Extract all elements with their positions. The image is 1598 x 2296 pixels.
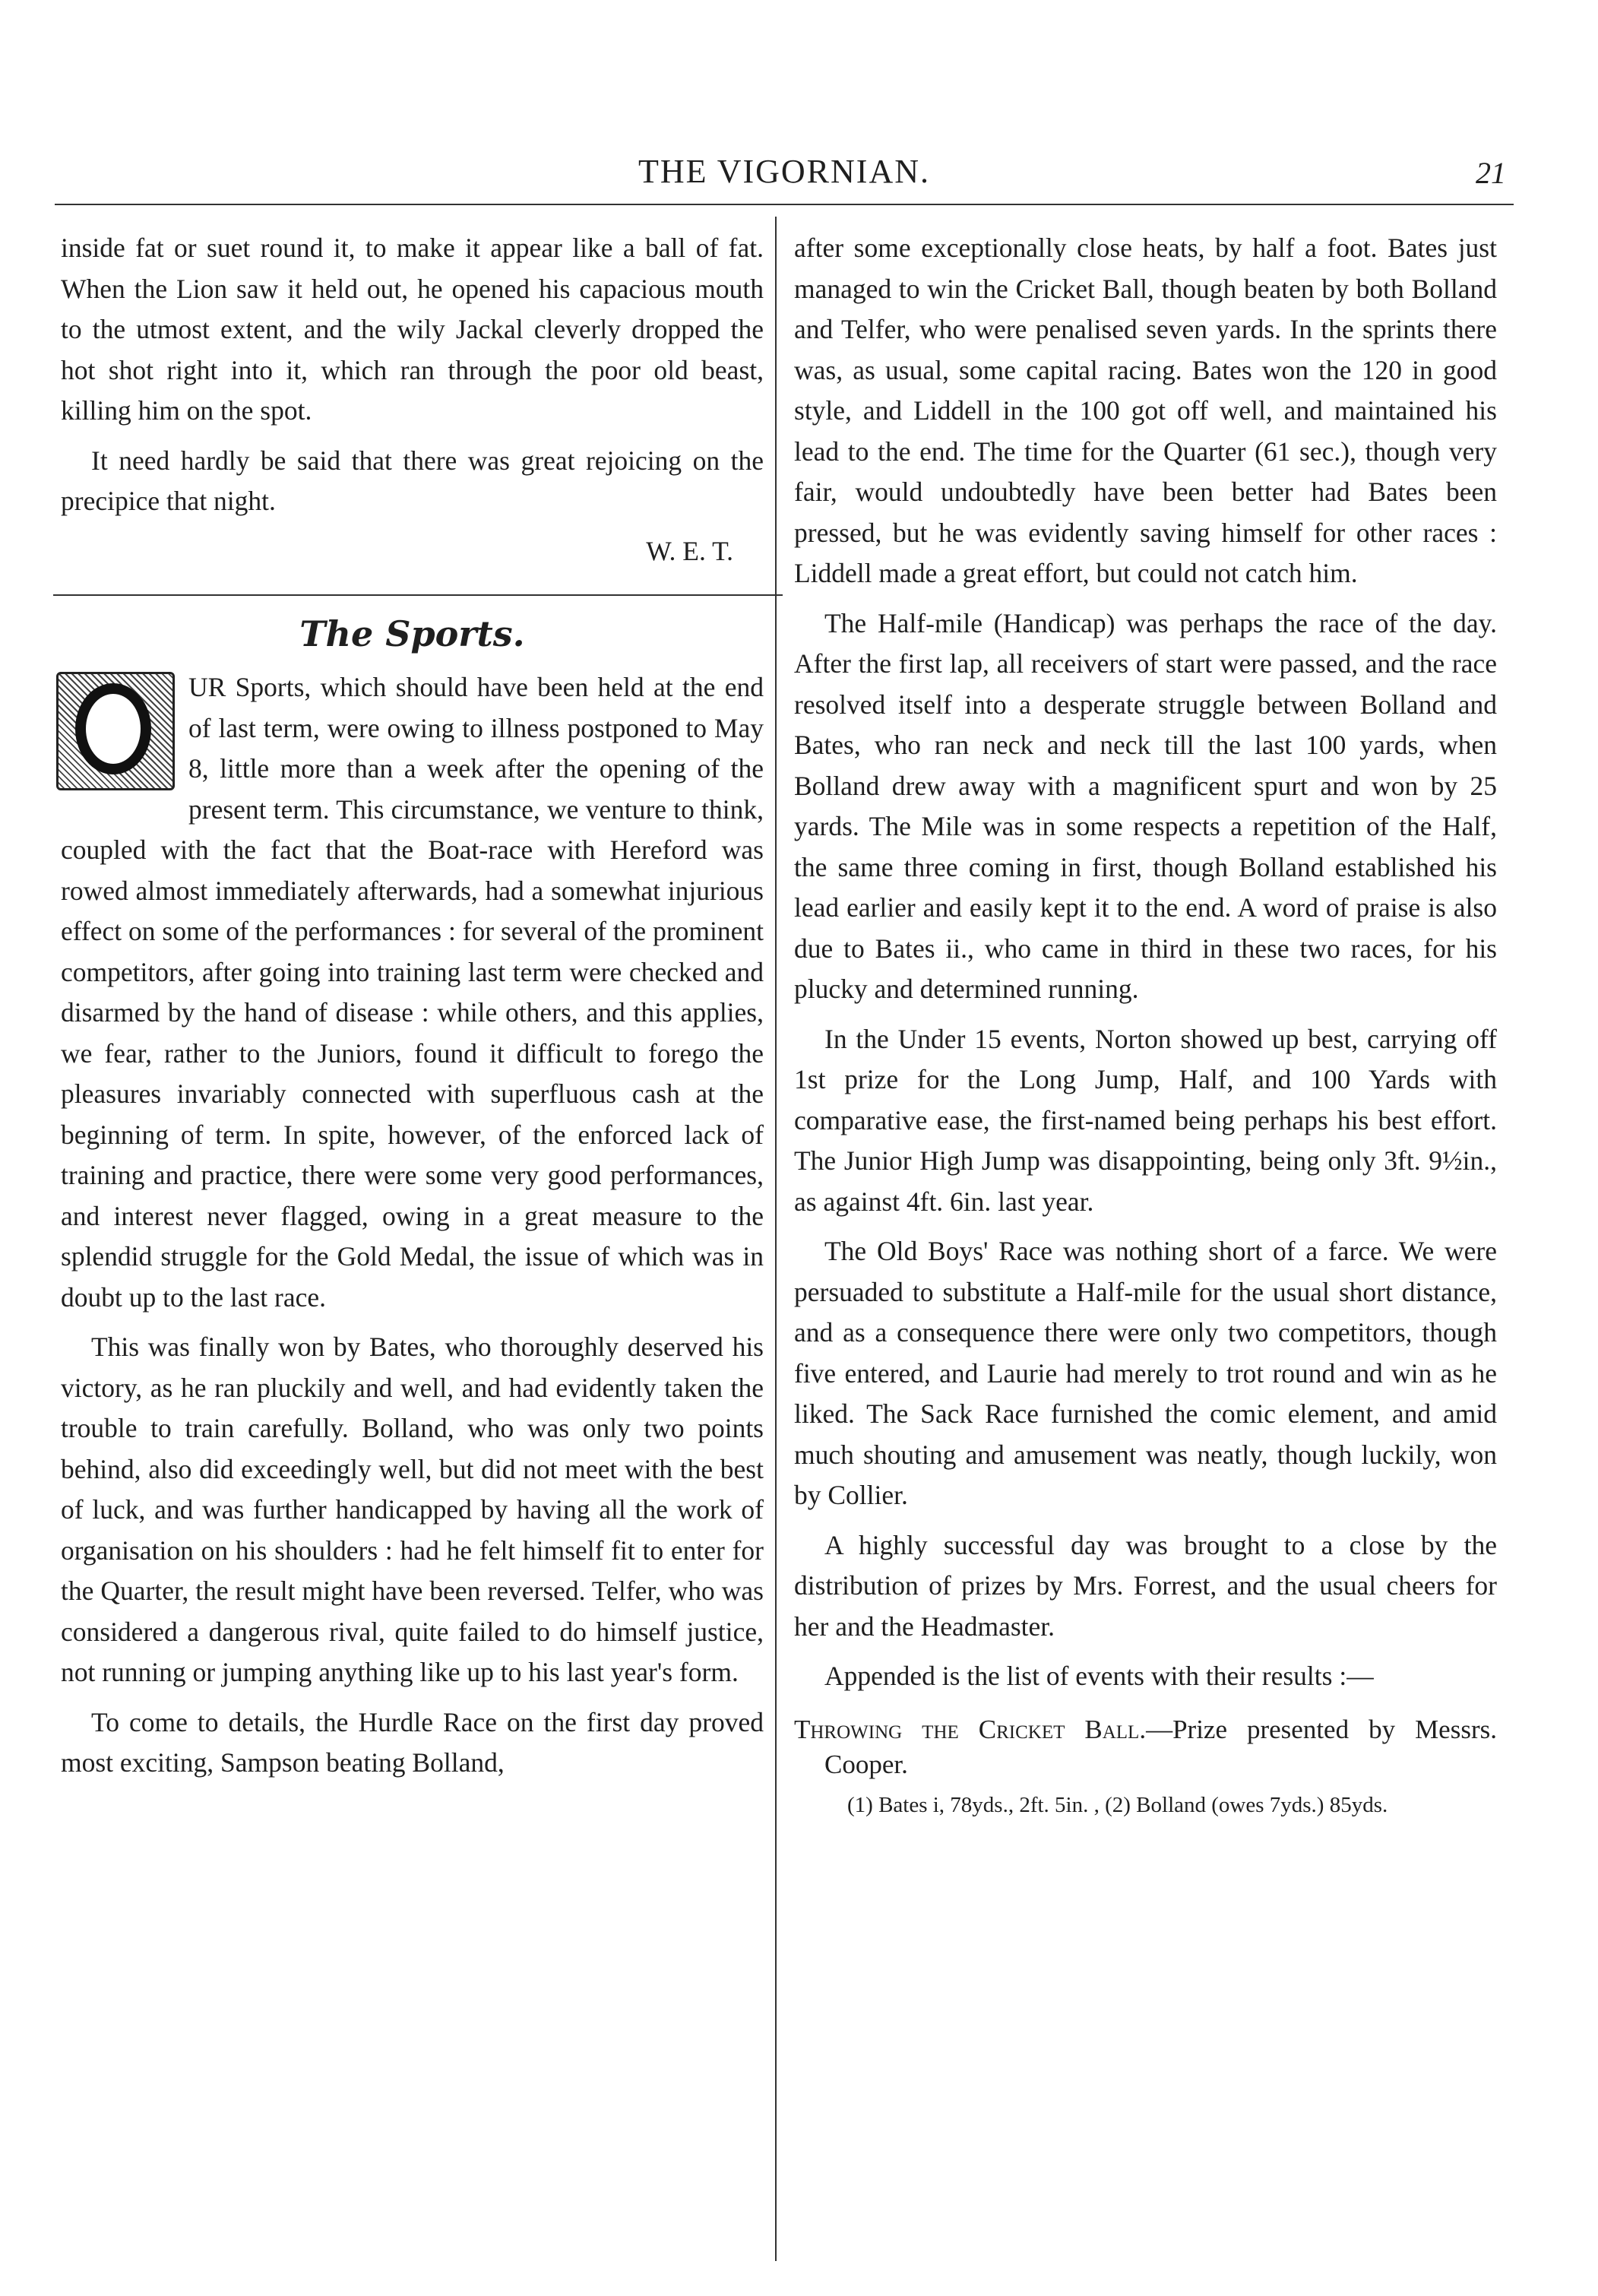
page-header (55, 152, 1514, 198)
sports-paragraph-9: Appended is the list of events with their results :— (824, 1661, 1374, 1691)
event-result: (1) Bates i, 78yds., 2ft. 5in. , (2) Bolland (owes 7yds.) 85yds. (847, 1792, 1388, 1817)
author-signature: W. E. T. (646, 535, 733, 566)
event-name: Throwing the Cricket Ball. (794, 1714, 1147, 1744)
sports-paragraph-8: A highly successful day was brought to a close by the distribution of prizes by Mrs. Forrest, and the usual cheers for her and the Headmaster. (794, 1529, 1497, 1642)
column-divider (775, 217, 777, 2261)
sports-paragraph-6: In the Under 15 events, Norton showed up best, carrying off 1st prize for the Long Jump, Half, and 100 Yards with comparative ease, the first-named being perhaps his best effort. The Junior High Jump was disappointing, being only 3ft. 9½in., as against 4ft. 6in. last year. (794, 1023, 1497, 1217)
section-heading: The Sports. (299, 613, 525, 654)
sports-paragraph-5: The Half-mile (Handicap) was perhaps the race of the day. After the first lap, all receivers of start were passed, and the race resolved itself into a desperate struggle between Bolland and Bates, who ran neck and neck till the last 100 yards, when Bolland drew away with a magnificent spurt and won by 25 yards. The Mile was in some respects a repetition of the Half, the same three coming in first, though Bolland established his lead earlier and easily kept it to the end. A word of praise is also due to Bates ii., who came in third in these two races, for his plucky and determined running. (794, 607, 1497, 1004)
story-ending-paragraph: inside fat or suet round it, to make it appear like a ball of fat. When the Lion saw it held out, he opened his capacious mouth to the utmost extent, and the wily Jackal cleverly dropped the hot shot right into it, which ran through the poor old beast, killing him on the spot. (61, 233, 764, 426)
sports-paragraph-7: The Old Boys' Race was nothing short of a farce. We were persuaded to substitute a Half-mile for the usual short distance, and as a consequence there were only two competitors, though five entered, and Laurie had merely to trot round and win as he liked. The Sack Race furnished the comic element, and amid much shouting and amusement was neatly, though luckily, won by Collier. (794, 1236, 1497, 1510)
sports-paragraph-3: To come to details, the Hurdle Race on the first day proved most exciting, Sampson beating Bolland, (61, 1706, 764, 1778)
sports-paragraph-1-text: UR Sports, which should have been held at the end of last term, were owing to illness postponed to May 8, little more than a week after the opening of the present term. This circumstance, we venture to think, coupled with the fact that the Boat-race with Hereford was rowed almost immediately afterwards, had a somewhat injurious effect on some of the performances : for several of the prominent competitors, after going into training last term were checked and disarmed by the hand of disease : while others, and this applies, we fear, rather to the Juniors, found it difficult to forego the pleasures invariably connected with superfluous cash at the beginning of term. In spite, however, of the enforced lack of training and practice, there were some very good performances, and interest never flagged, owing in a great measure to the splendid struggle for the Gold Medal, the issue of which was in doubt up to the last race. (61, 672, 764, 1313)
page-number: 21 (1476, 156, 1506, 190)
sports-paragraph-4: after some exceptionally close heats, by half a foot. Bates just managed to win the Cricket Ball, though beaten by both Bolland and Telfer, who were penalised seven yards. In the sprints there was, as usual, some capital racing. Bates won the 120 in good style, and Liddell in the 100 got off well, and maintained his lead to the end. The time for the Quarter (61 sec.), though very fair, would undoubtedly have been better had Bates been pressed, but he was evidently saving himself for other races : Liddell made a great effort, but could not catch him. (794, 233, 1497, 588)
left-column (61, 228, 764, 1793)
journal-title: THE VIGORNIAN. (638, 153, 931, 190)
header-rule (55, 204, 1514, 205)
sports-paragraph-1 (61, 667, 764, 1318)
event-prize: —Prize presented by Messrs. Cooper. (824, 1714, 1497, 1779)
section-rule (53, 594, 783, 596)
sports-paragraph-2: This was finally won by Bates, who thoroughly deserved his victory, as he ran pluckily and well, and had evidently taken the trouble to train carefully. Bolland, who was only two points behind, also did exceedingly well, but did not meet with the best of luck, and was further handicapped by having all the work of organisation on his shoulders : had he felt himself fit to enter for the Quarter, the result might have been reversed. Telfer, who was considered a dangerous rival, quite failed to do himself justice, not running or jumping anything like up to his last year's form. (61, 1332, 764, 1687)
letter-o-icon (75, 683, 151, 774)
right-column (794, 228, 1497, 1828)
event-entry (794, 1712, 1497, 1782)
ornamental-drop-cap-o (56, 672, 175, 790)
story-closing-paragraph: It need hardly be said that there was great rejoicing on the precipice that night. (61, 445, 764, 516)
